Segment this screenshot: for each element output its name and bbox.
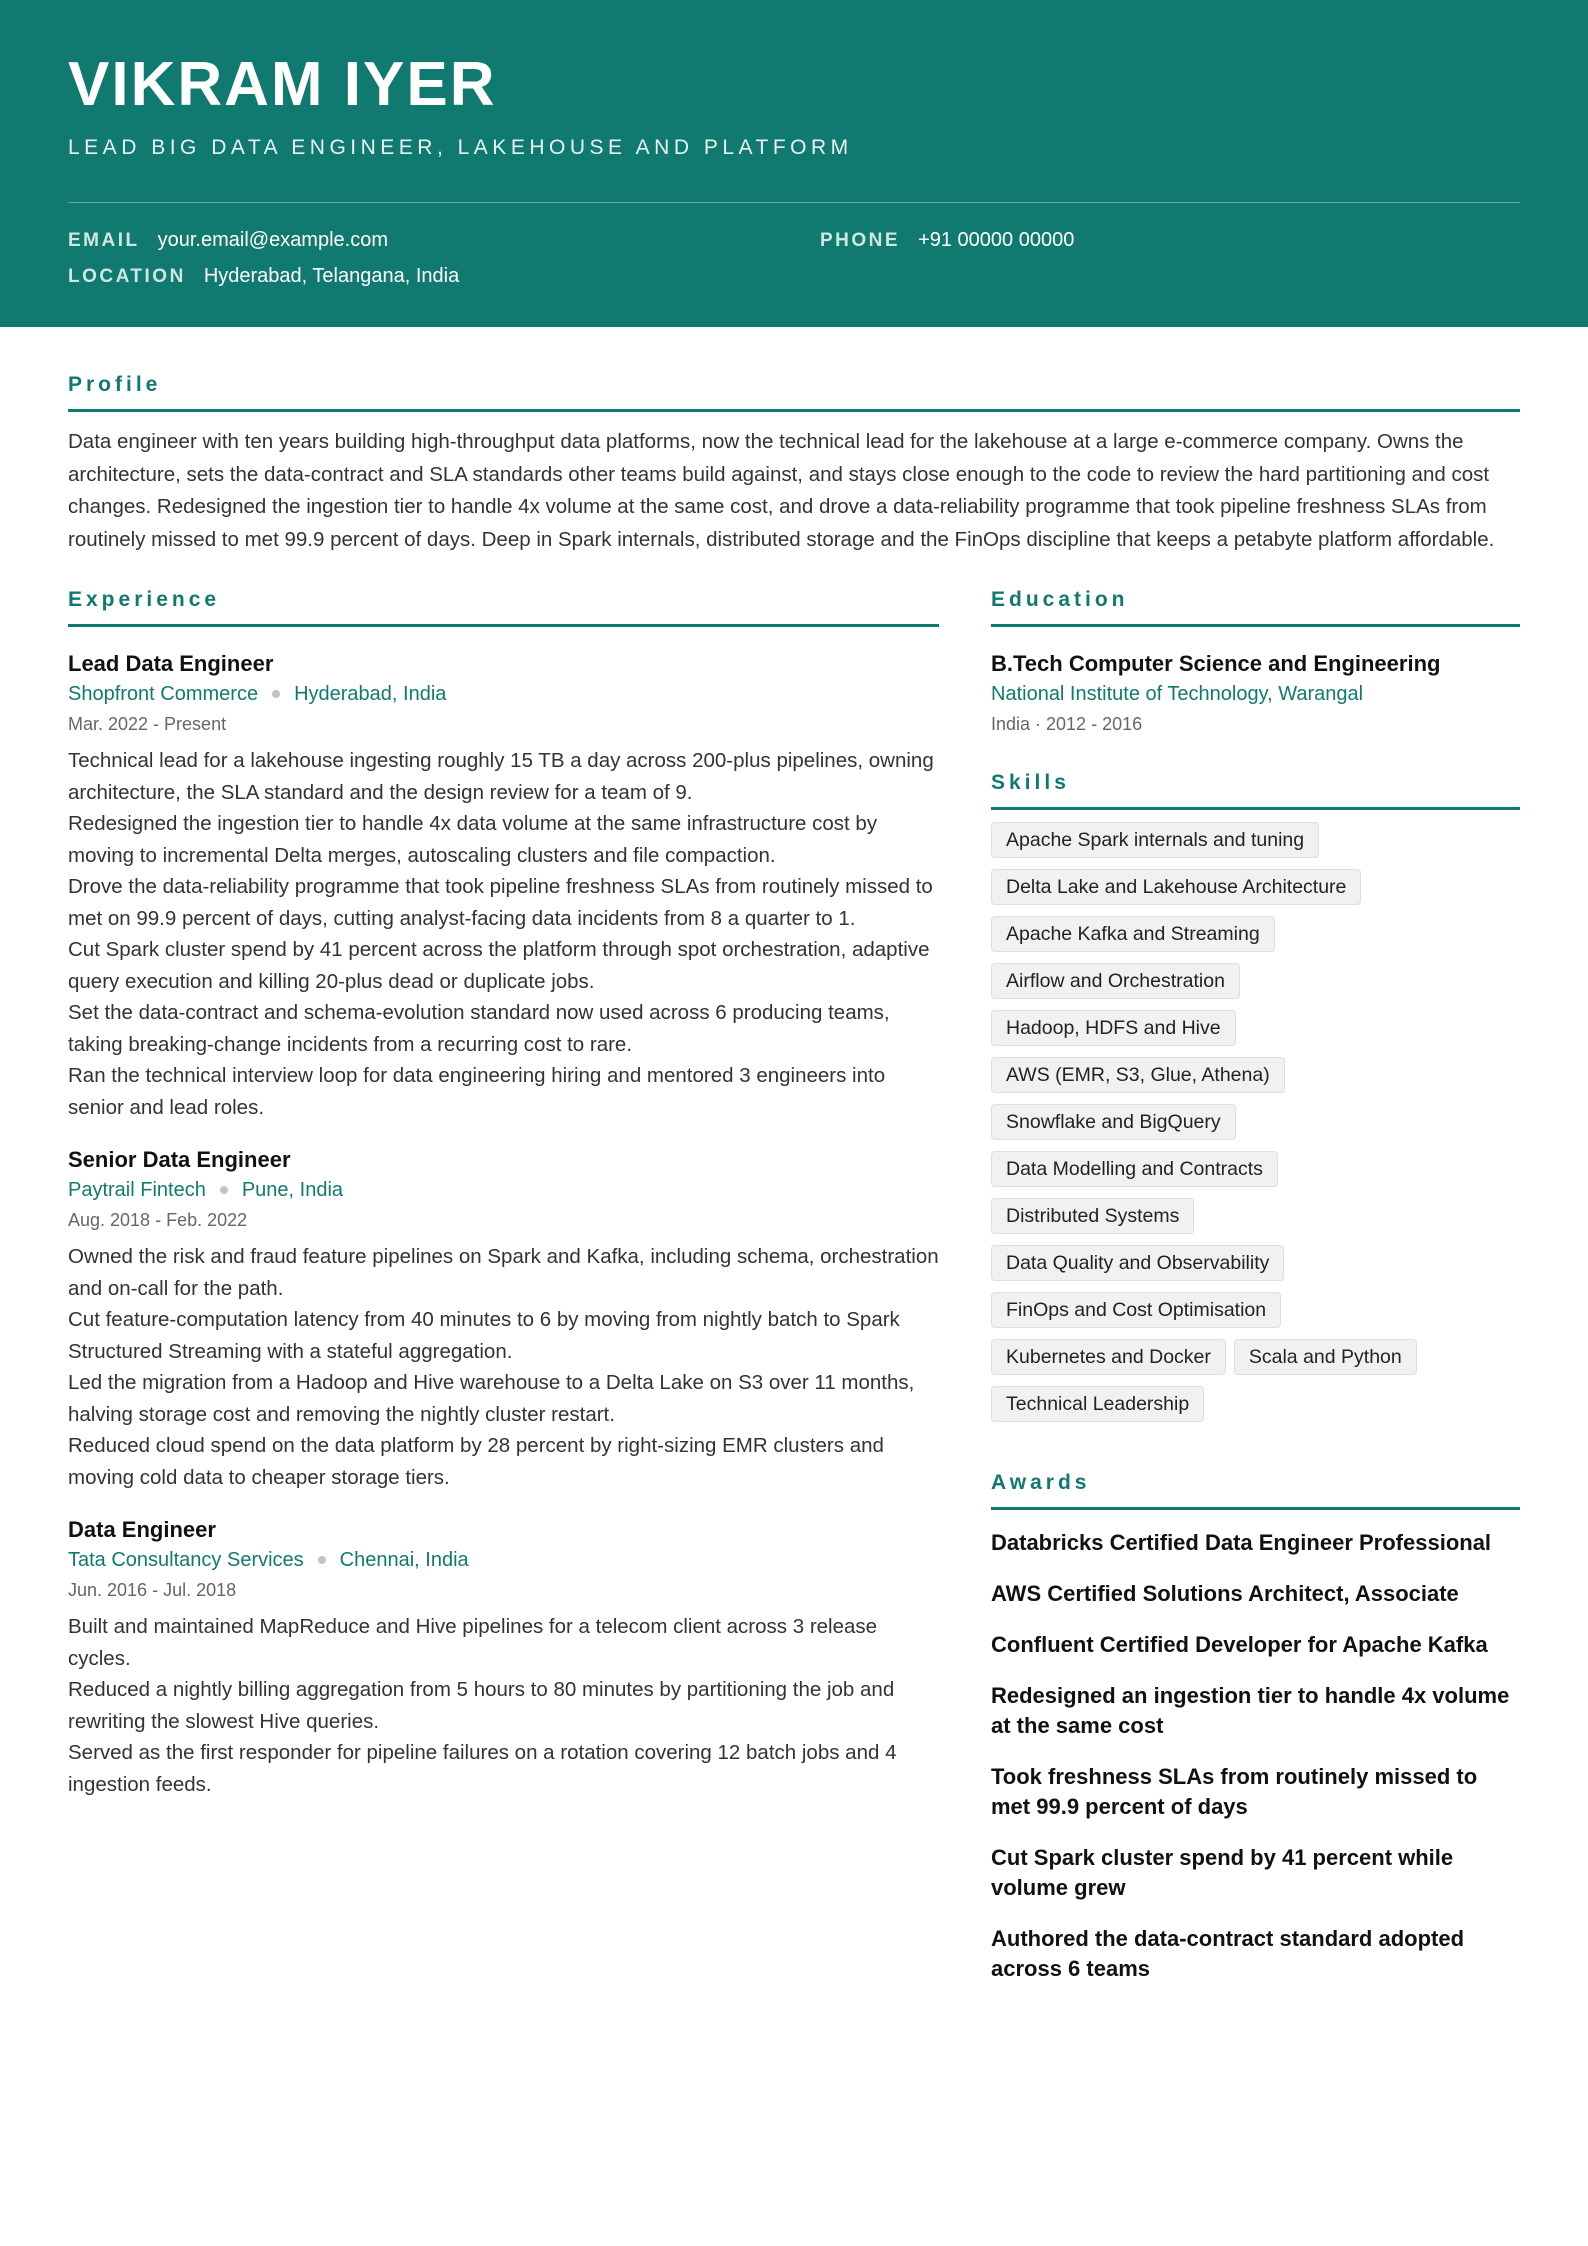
education-school: National Institute of Technology, Warangal (991, 683, 1364, 705)
skill-chip: Delta Lake and Lakehouse Architecture (991, 869, 1361, 905)
job-company: Paytrail Fintech (68, 1179, 206, 1201)
job-bullet: Served as the first responder for pipeline failures on a rotation covering 12 batch jobs and 4 ingestion feeds. (68, 1741, 897, 1796)
job-dates: Aug. 2018 - Feb. 2022 (68, 1210, 248, 1230)
skill-chip: Scala and Python (1234, 1339, 1417, 1375)
skill-chip: Apache Kafka and Streaming (991, 916, 1275, 952)
candidate-name: VIKRAM IYER (68, 50, 497, 119)
job-bullets (68, 745, 939, 1123)
skills-section (991, 771, 1520, 1433)
skills-list (991, 822, 1520, 1433)
job-title: Data Engineer (68, 1517, 216, 1542)
job-title: Senior Data Engineer (68, 1147, 291, 1172)
award-item: Confluent Certified Developer for Apache Kafka (991, 1632, 1488, 1657)
job-title: Lead Data Engineer (68, 651, 274, 676)
job-bullet: Led the migration from a Hadoop and Hive warehouse to a Delta Lake on S3 over 11 months, halving storage cost and removing the nightly cluster restart. (68, 1371, 915, 1426)
job-bullet: Redesigned the ingestion tier to handle 4x data volume at the same infrastructure cost by moving to incremental Delta merges, autoscaling clusters and file compaction. (68, 812, 878, 867)
job-bullet: Reduced a nightly billing aggregation from 5 hours to 80 minutes by partitioning the job and rewriting the slowest Hive queries. (68, 1678, 895, 1733)
job-meta (68, 1175, 939, 1205)
location-value: Hyderabad, Telangana, India (203, 265, 460, 287)
profile-heading: Profile (68, 373, 1520, 412)
job-entry (68, 1145, 939, 1493)
skill-chip: Data Quality and Observability (991, 1245, 1284, 1281)
job-bullets (68, 1611, 939, 1800)
separator-dot-icon (272, 690, 280, 698)
candidate-title: LEAD BIG DATA ENGINEER, LAKEHOUSE AND PLATFORM (68, 136, 853, 159)
skill-chip: Airflow and Orchestration (991, 963, 1240, 999)
award-item: Databricks Certified Data Engineer Professional (991, 1530, 1492, 1555)
award-item: AWS Certified Solutions Architect, Associate (991, 1581, 1459, 1606)
job-meta (68, 679, 939, 709)
location-label: LOCATION (68, 266, 186, 287)
job-entry (68, 649, 939, 1123)
skill-chip: AWS (EMR, S3, Glue, Athena) (991, 1057, 1285, 1093)
job-bullet: Set the data-contract and schema-evolution standard now used across 6 producing teams, taking breaking-change incidents from a recurring cost to rare. (68, 1001, 890, 1056)
job-dates: Jun. 2016 - Jul. 2018 (68, 1580, 237, 1600)
email-value[interactable]: your.email@example.com (157, 229, 388, 251)
skill-chip: Apache Spark internals and tuning (991, 822, 1319, 858)
job-location: Pune, India (241, 1179, 344, 1201)
awards-section (991, 1471, 1520, 1984)
phone-value[interactable]: +91 00000 00000 (918, 229, 1075, 251)
job-bullets (68, 1241, 939, 1493)
skill-chip: Technical Leadership (991, 1386, 1204, 1422)
job-entry (68, 1515, 939, 1800)
skill-chip: Distributed Systems (991, 1198, 1194, 1234)
awards-heading: Awards (991, 1471, 1520, 1510)
job-company: Tata Consultancy Services (68, 1549, 304, 1571)
profile-section (68, 373, 1520, 556)
education-heading: Education (991, 588, 1520, 627)
contact-info (68, 229, 1520, 309)
phone-label: PHONE (820, 230, 901, 251)
experience-heading: Experience (68, 588, 939, 627)
award-item: Authored the data-contract standard adopted across 6 teams (991, 1926, 1465, 1981)
skills-heading: Skills (991, 771, 1520, 810)
awards-list (991, 1528, 1520, 1984)
job-bullet: Reduced cloud spend on the data platform by 28 percent by right-sizing EMR clusters and moving cold data to cheaper storage tiers. (68, 1434, 884, 1489)
contact-phone (820, 229, 1074, 252)
email-label: EMAIL (68, 230, 140, 251)
job-bullet: Technical lead for a lakehouse ingesting roughly 15 TB a day across 200-plus pipelines, owning architecture, the SLA standard and the design review for a team of 9. (68, 749, 934, 804)
skill-chip: Hadoop, HDFS and Hive (991, 1010, 1236, 1046)
job-location: Chennai, India (339, 1549, 469, 1571)
left-column (68, 588, 939, 1984)
job-bullet: Ran the technical interview loop for data engineering hiring and mentored 3 engineers into senior and lead roles. (68, 1064, 886, 1119)
skill-chip: Data Modelling and Contracts (991, 1151, 1278, 1187)
job-meta (68, 1545, 939, 1575)
job-bullet: Drove the data-reliability programme that took pipeline freshness SLAs from routinely missed to met on 99.9 percent of days, cutting analyst-facing data incidents from 8 a quarter to 1. (68, 875, 933, 930)
education-meta: India · 2012 - 2016 (991, 714, 1143, 734)
profile-summary: Data engineer with ten years building high-throughput data platforms, now the technical lead for the lakehouse at a large e-commerce company. Owns the architecture, sets the data-contract and SLA standards other teams build against, and stays close enough to the code to review the hard partitioning and cost changes. Redesigned the ingestion tier to handle 4x volume at the same cost, and drove a data-reliability programme that took pipeline freshness SLAs from routinely missed to met 99.9 percent of days. Deep in Spark internals, distributed storage and the FinOps discipline that keeps a petabyte platform affordable. (68, 430, 1495, 551)
two-column-layout (68, 588, 1520, 1984)
separator-dot-icon (318, 1556, 326, 1564)
contact-location (68, 265, 459, 288)
job-location: Hyderabad, India (294, 683, 447, 705)
contact-email (68, 229, 388, 252)
award-item: Cut Spark cluster spend by 41 percent while volume grew (991, 1845, 1454, 1900)
job-bullet: Built and maintained MapReduce and Hive pipelines for a telecom client across 3 release cycles. (68, 1615, 878, 1670)
job-dates: Mar. 2022 - Present (68, 714, 227, 734)
job-bullet: Cut Spark cluster spend by 41 percent across the platform through spot orchestration, adaptive query execution and killing 20-plus dead or duplicate jobs. (68, 938, 930, 993)
job-company: Shopfront Commerce (68, 683, 259, 705)
skill-chip: Snowflake and BigQuery (991, 1104, 1236, 1140)
experience-list (68, 649, 939, 1800)
resume-body (0, 373, 1588, 1984)
job-bullet: Cut feature-computation latency from 40 minutes to 6 by moving from nightly batch to Spark Structured Streaming with a stateful aggregation. (68, 1308, 900, 1363)
skill-chip: FinOps and Cost Optimisation (991, 1292, 1281, 1328)
education-degree: B.Tech Computer Science and Engineering (991, 651, 1441, 676)
right-column (991, 588, 1520, 1984)
header-divider (68, 202, 1520, 203)
education-section (991, 588, 1520, 737)
job-bullet: Owned the risk and fraud feature pipelines on Spark and Kafka, including schema, orchestration and on-call for the path. (68, 1245, 939, 1300)
award-item: Redesigned an ingestion tier to handle 4x volume at the same cost (991, 1683, 1510, 1738)
separator-dot-icon (220, 1186, 228, 1194)
resume-header (0, 0, 1588, 327)
award-item: Took freshness SLAs from routinely missed to met 99.9 percent of days (991, 1764, 1478, 1819)
skill-chip: Kubernetes and Docker (991, 1339, 1226, 1375)
